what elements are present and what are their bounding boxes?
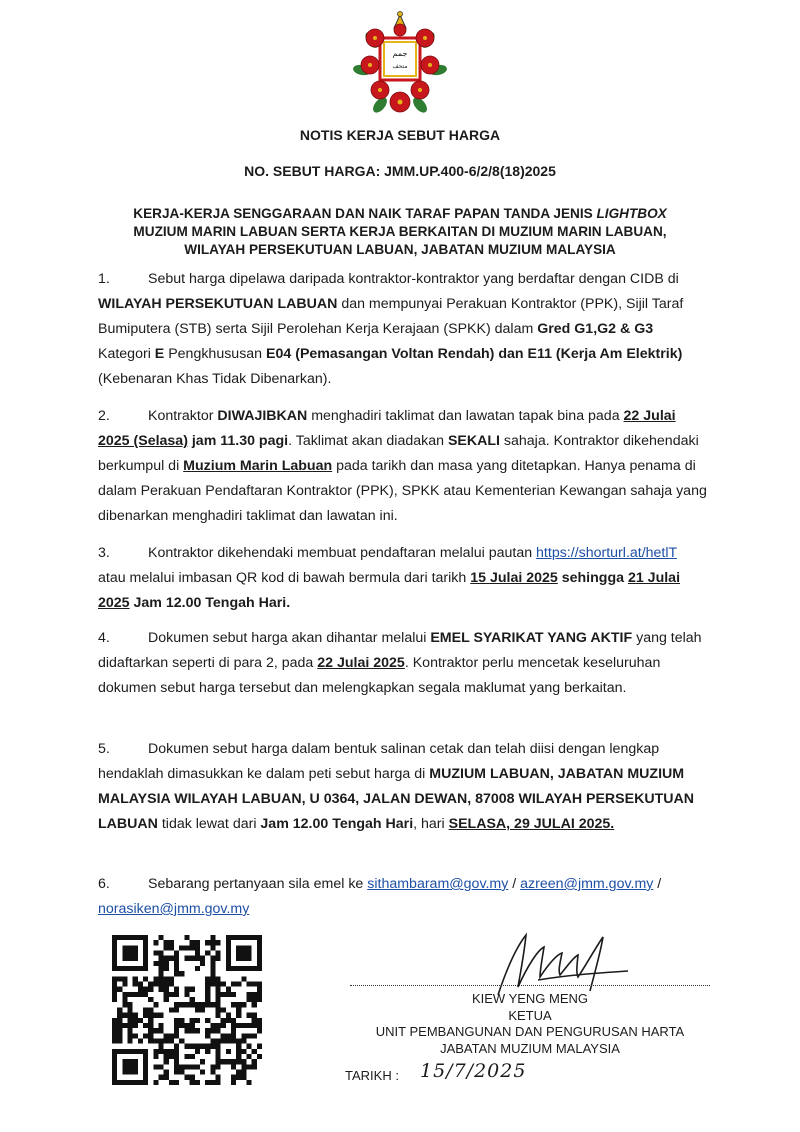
paragraph-number: 1.	[98, 271, 110, 287]
paragraph-5: 5. Dokumen sebut harga dalam bentuk salinan cetak dan telah diisi dengan lengkap hendaklah dimasukkan ke dalam peti sebut harga di MUZIUM LABUAN, JABATAN MUZIUM MALAYSIA WILAYAH LABUAN, U 0364, JALAN DEWAN, 87008 WILAYAH PERSEKUTUAN LABUAN tidak lewat dari Jam 12.00 Tengah Hari, hari SELASA, 29 JULAI 2025.	[98, 737, 708, 837]
subject-italic: LIGHTBOX	[596, 206, 667, 221]
email-link[interactable]: norasiken@jmm.gov.my	[98, 901, 250, 917]
paragraph-number: 4.	[98, 630, 110, 646]
signatory-name: KIEW YENG MENG	[471, 991, 589, 1006]
notice-title: NOTIS KERJA SEBUT HARGA	[299, 127, 501, 143]
signatory-position: KETUA	[508, 1008, 552, 1023]
signature-line	[350, 985, 710, 986]
paragraph-number: 2.	[98, 408, 110, 424]
registration-link[interactable]: https://shorturl.at/hetlT	[536, 545, 677, 561]
quotation-number	[60, 163, 740, 179]
paragraph-number: 3.	[98, 545, 110, 561]
paragraph-2: 2. Kontraktor DIWAJIBKAN menghadiri taklimat dan lawatan tapak bina pada 22 Julai 2025 (Selasa) jam 11.30 pagi. Taklimat akan diadakan SEKALI sahaja. Kontraktor dikehendaki berkumpul di Muzium Marin Labuan pada tarikh dan masa yang ditetapkan. Hanya penama di dalam Perakuan Pendaftaran Kontraktor (PPK), SPKK atau Kementerian Kewangan sahaja yang dibenarkan menghadiri taklimat dan lawatan ini.	[98, 404, 708, 529]
paragraph-6: 6. Sebarang pertanyaan sila emel ke sithambaram@gov.my / azreen@jmm.gov.my / norasiken@jmm.gov.my	[98, 872, 708, 922]
date-label: TARIKH :	[345, 1068, 399, 1083]
paragraph-3: 3. Kontraktor dikehendaki membuat pendaftaran melalui pautan https://shorturl.at/hetlT atau melalui imbasan QR kod di bawah bermula dari tarikh 15 Julai 2025 sehingga 21 Julai 2025 Jam 12.00 Tengah Hari.	[98, 541, 708, 616]
jmm-emblem-icon	[350, 10, 450, 120]
subject-line-2: MUZIUM MARIN LABUAN SERTA KERJA BERKAITAN DI MUZIUM MARIN LABUAN,	[133, 224, 667, 239]
date-value: 15/7/2025	[420, 1060, 527, 1082]
svg-text:ﻣﺘﺤﻒ: ﻣﺘﺤﻒ	[392, 64, 408, 70]
subject-line-3: WILAYAH PERSEKUTUAN LABUAN, JABATAN MUZIUM MALAYSIA	[184, 242, 616, 257]
paragraph-number: 6.	[98, 876, 110, 892]
paragraph-1: 1. Sebut harga dipelawa daripada kontraktor-kontraktor yang berdaftar dengan CIDB di WILAYAH PERSEKUTUAN LABUAN dan mempunyai Perakuan Kontraktor (PPK), Sijil Taraf Bumiputera (STB) serta Sijil Perolehan Kerja Kerajaan (SPKK) dalam Gred G1,G2 & G3 Kategori E Pengkhususan E04 (Pemasangan Voltan Rendah) dan E11 (Kerja Am Elektrik) (Kebenaran Khas Tidak Dibenarkan).	[98, 267, 708, 392]
signatory-unit: UNIT PEMBANGUNAN DAN PENGURUSAN HARTA	[375, 1024, 685, 1039]
notice-subject	[60, 205, 740, 259]
qr-code-icon[interactable]	[112, 935, 262, 1085]
email-link[interactable]: sithambaram@gov.my	[367, 876, 509, 892]
svg-text:جمم: جمم	[392, 49, 408, 58]
paragraph-number: 5.	[98, 741, 110, 757]
paragraph-4: 4. Dokumen sebut harga akan dihantar melalui EMEL SYARIKAT YANG AKTIF yang telah didaftarkan seperti di para 2, pada 22 Julai 2025. Kontraktor perlu mencetak keseluruhan dokumen sebut harga tersebut dan melengkapkan segala maklumat yang berkaitan.	[98, 626, 708, 701]
quotation-number-label: NO. SEBUT HARGA:	[244, 163, 381, 179]
signatory-department: JABATAN MUZIUM MALAYSIA	[440, 1041, 620, 1056]
subject-line-1: KERJA-KERJA SENGGARAAN DAN NAIK TARAF PAPAN TANDA JENIS LIGHTBOX	[133, 206, 667, 221]
email-link[interactable]: azreen@jmm.gov.my	[520, 876, 654, 892]
quotation-number-value: JMM.UP.400-6/2/8(18)2025	[384, 163, 556, 179]
